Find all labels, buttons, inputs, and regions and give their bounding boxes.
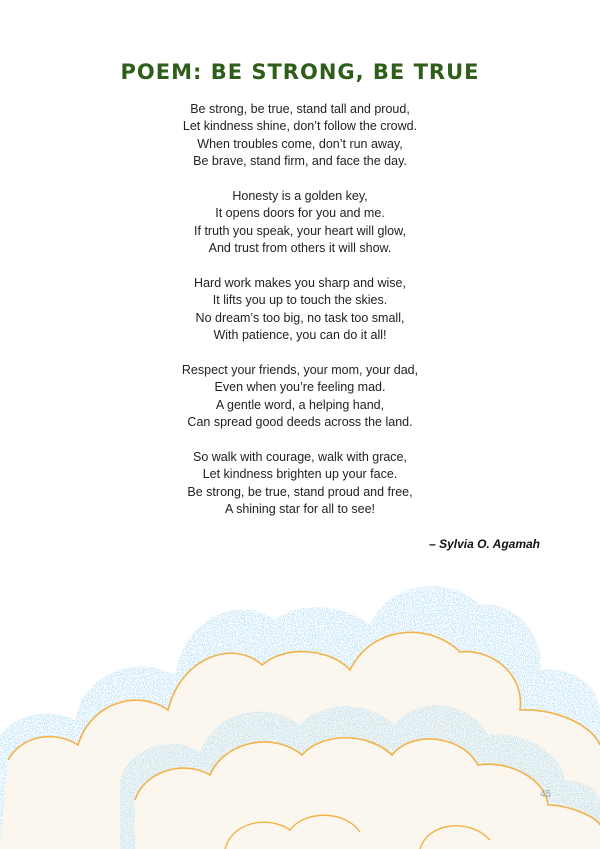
poem-author: – Sylvia O. Agamah (429, 537, 540, 551)
poem-line: So walk with courage, walk with grace, (193, 450, 407, 465)
poem-line: Be brave, stand firm, and face the day. (193, 154, 407, 169)
poem-line: With patience, you can do it all! (213, 328, 387, 343)
stanza-4 (0, 362, 600, 432)
poem-line: When troubles come, don’t run away, (197, 136, 403, 151)
stanza-3 (0, 275, 600, 345)
poem-line: Let kindness brighten up your face. (202, 467, 398, 482)
poem-line: It opens doors for you and me. (215, 206, 385, 221)
poem-line: Honesty is a golden key, (232, 189, 368, 204)
poem-body (0, 101, 600, 536)
poem-line: Respect your friends, your mom, your dad, (181, 363, 419, 378)
cloud-illustration (0, 560, 600, 849)
poem-line: If truth you speak, your heart will glow, (194, 223, 406, 238)
poem-line: Be strong, be true, stand proud and free, (187, 484, 413, 499)
poem-line: It lifts you up to touch the skies. (212, 293, 388, 308)
poem-line: Hard work makes you sharp and wise, (194, 276, 406, 291)
poem-line: And trust from others it will show. (208, 241, 392, 256)
stanza-2 (0, 188, 600, 258)
page-number: 45 (540, 789, 552, 800)
poem-line: A shining star for all to see! (224, 502, 376, 517)
stanza-1 (0, 101, 600, 171)
poem-line: Be strong, be true, stand tall and proud, (190, 102, 410, 116)
page-title: POEM: BE STRONG, BE TRUE (120, 60, 480, 84)
poem-line: Let kindness shine, don’t follow the crowd. (182, 119, 418, 134)
poem-line: Can spread good deeds across the land. (187, 415, 413, 430)
poem-line: Even when you’re feeling mad. (214, 380, 386, 395)
stanza-5 (0, 449, 600, 519)
poem-line: A gentle word, a helping hand, (215, 397, 385, 412)
poem-line: No dream’s too big, no task too small, (195, 310, 405, 325)
